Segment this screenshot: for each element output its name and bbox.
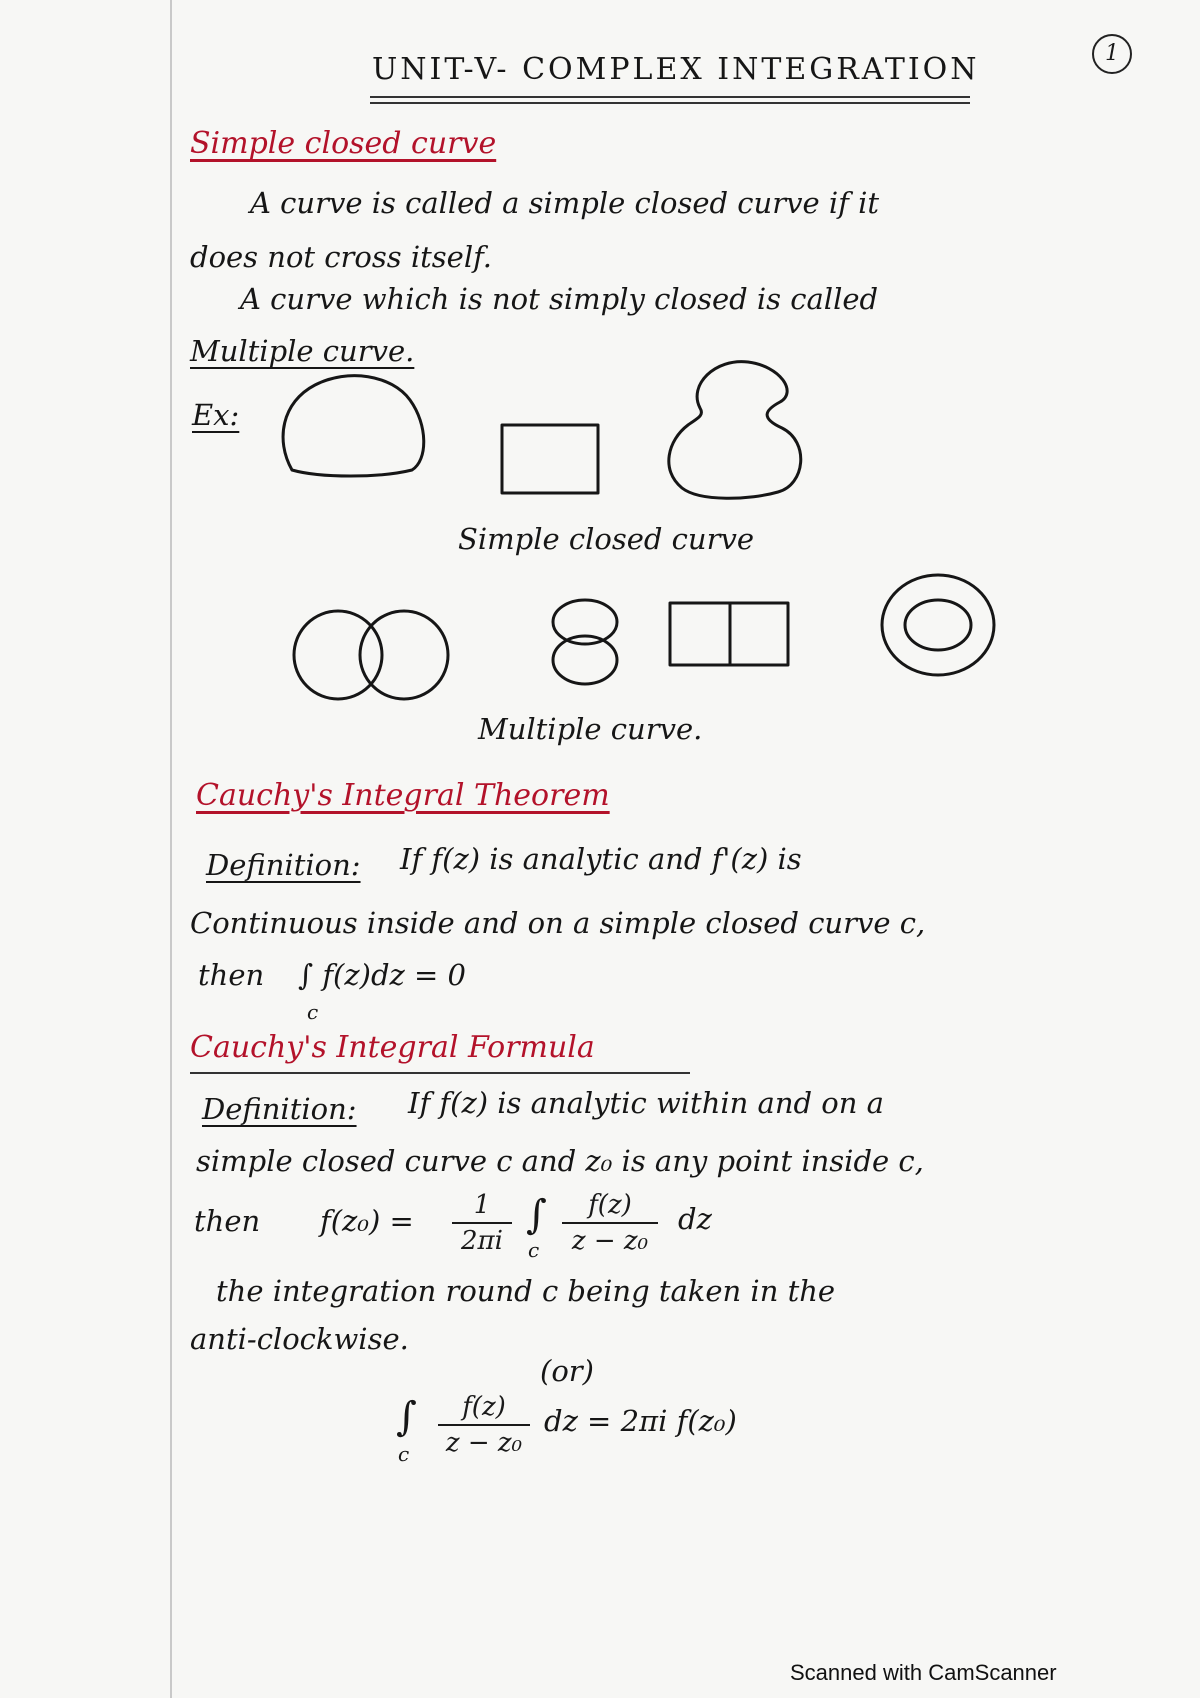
caption-multiple: Multiple curve. <box>478 712 703 746</box>
formula-line2: simple closed curve c and z₀ is any point inside c, <box>196 1144 924 1178</box>
fraction-bar <box>562 1222 658 1224</box>
simple-closed-line4: Multiple curve. <box>190 334 415 368</box>
ex-label: Ex: <box>192 398 240 432</box>
formula-dz: dz <box>678 1202 712 1236</box>
theorem-line2: Continuous inside and on a simple closed curve c, <box>190 906 926 940</box>
overlap-circle-right <box>360 611 448 699</box>
formula-frac1-denominator: 2πi <box>461 1226 503 1256</box>
alt-frac-denominator: z − z₀ <box>445 1428 523 1458</box>
alt-rhs: dz = 2πi f(z₀) <box>544 1404 737 1438</box>
formula-integral-sign: ∫ <box>526 1192 547 1238</box>
simple-closed-line2: does not cross itself. <box>190 240 493 274</box>
theorem-then-label: then <box>198 958 265 992</box>
or-label: (or) <box>540 1354 594 1388</box>
theorem-subscript-c: c <box>307 1000 319 1024</box>
alt-frac-numerator: f(z) <box>462 1392 506 1422</box>
formula-fraction-1 <box>452 1190 512 1256</box>
heading-cauchy-theorem: Cauchy's Integral Theorem <box>196 778 610 813</box>
simple-closed-line1: A curve is called a simple closed curve if it <box>250 186 879 220</box>
rectangle-curve <box>502 425 598 493</box>
outer-ring <box>882 575 994 675</box>
alt-integral-sign: ∫ <box>396 1394 417 1440</box>
simple-closed-line3: A curve which is not simply closed is called <box>240 282 879 316</box>
formula-frac2-denominator: z − z₀ <box>571 1226 649 1256</box>
formula-then-label: then <box>194 1204 261 1238</box>
page-title: UNIT-V- COMPLEX INTEGRATION <box>372 52 980 87</box>
formula-lhs: f(z₀) = <box>320 1204 414 1238</box>
formula-fraction-2 <box>562 1190 658 1256</box>
alt-subscript-c: c <box>398 1442 410 1466</box>
inner-ring <box>905 600 971 650</box>
heading-simple-closed-curve: Simple closed curve <box>190 126 497 161</box>
page-number: 1 <box>1105 41 1119 66</box>
formula-frac1-numerator: 1 <box>473 1190 491 1220</box>
formula-line1: If f(z) is analytic within and on a <box>408 1086 884 1120</box>
formula-line4: anti-clockwise. <box>190 1322 409 1356</box>
theorem-integral: ∫ f(z)dz = 0 <box>298 958 466 992</box>
heading-cauchy-formula: Cauchy's Integral Formula <box>190 1030 595 1065</box>
dome-curve <box>283 376 424 476</box>
footer-watermark: Scanned with CamScanner <box>790 1660 1057 1685</box>
alt-fraction <box>438 1392 530 1458</box>
formula-heading-underline <box>190 1072 690 1074</box>
formula-subscript-c: c <box>528 1238 540 1262</box>
overlap-circle-left <box>294 611 382 699</box>
fraction-bar <box>452 1222 512 1224</box>
formula-definition-label: Definition: <box>202 1092 357 1126</box>
formula-frac2-numerator: f(z) <box>588 1190 632 1220</box>
theorem-definition-label: Definition: <box>206 848 361 882</box>
fraction-bar <box>438 1424 530 1426</box>
caption-simple-closed: Simple closed curve <box>458 522 754 556</box>
blob-curve <box>669 362 801 499</box>
formula-line3: the integration round c being taken in the <box>216 1274 836 1308</box>
theorem-line1: If f(z) is analytic and f'(z) is <box>400 842 802 876</box>
